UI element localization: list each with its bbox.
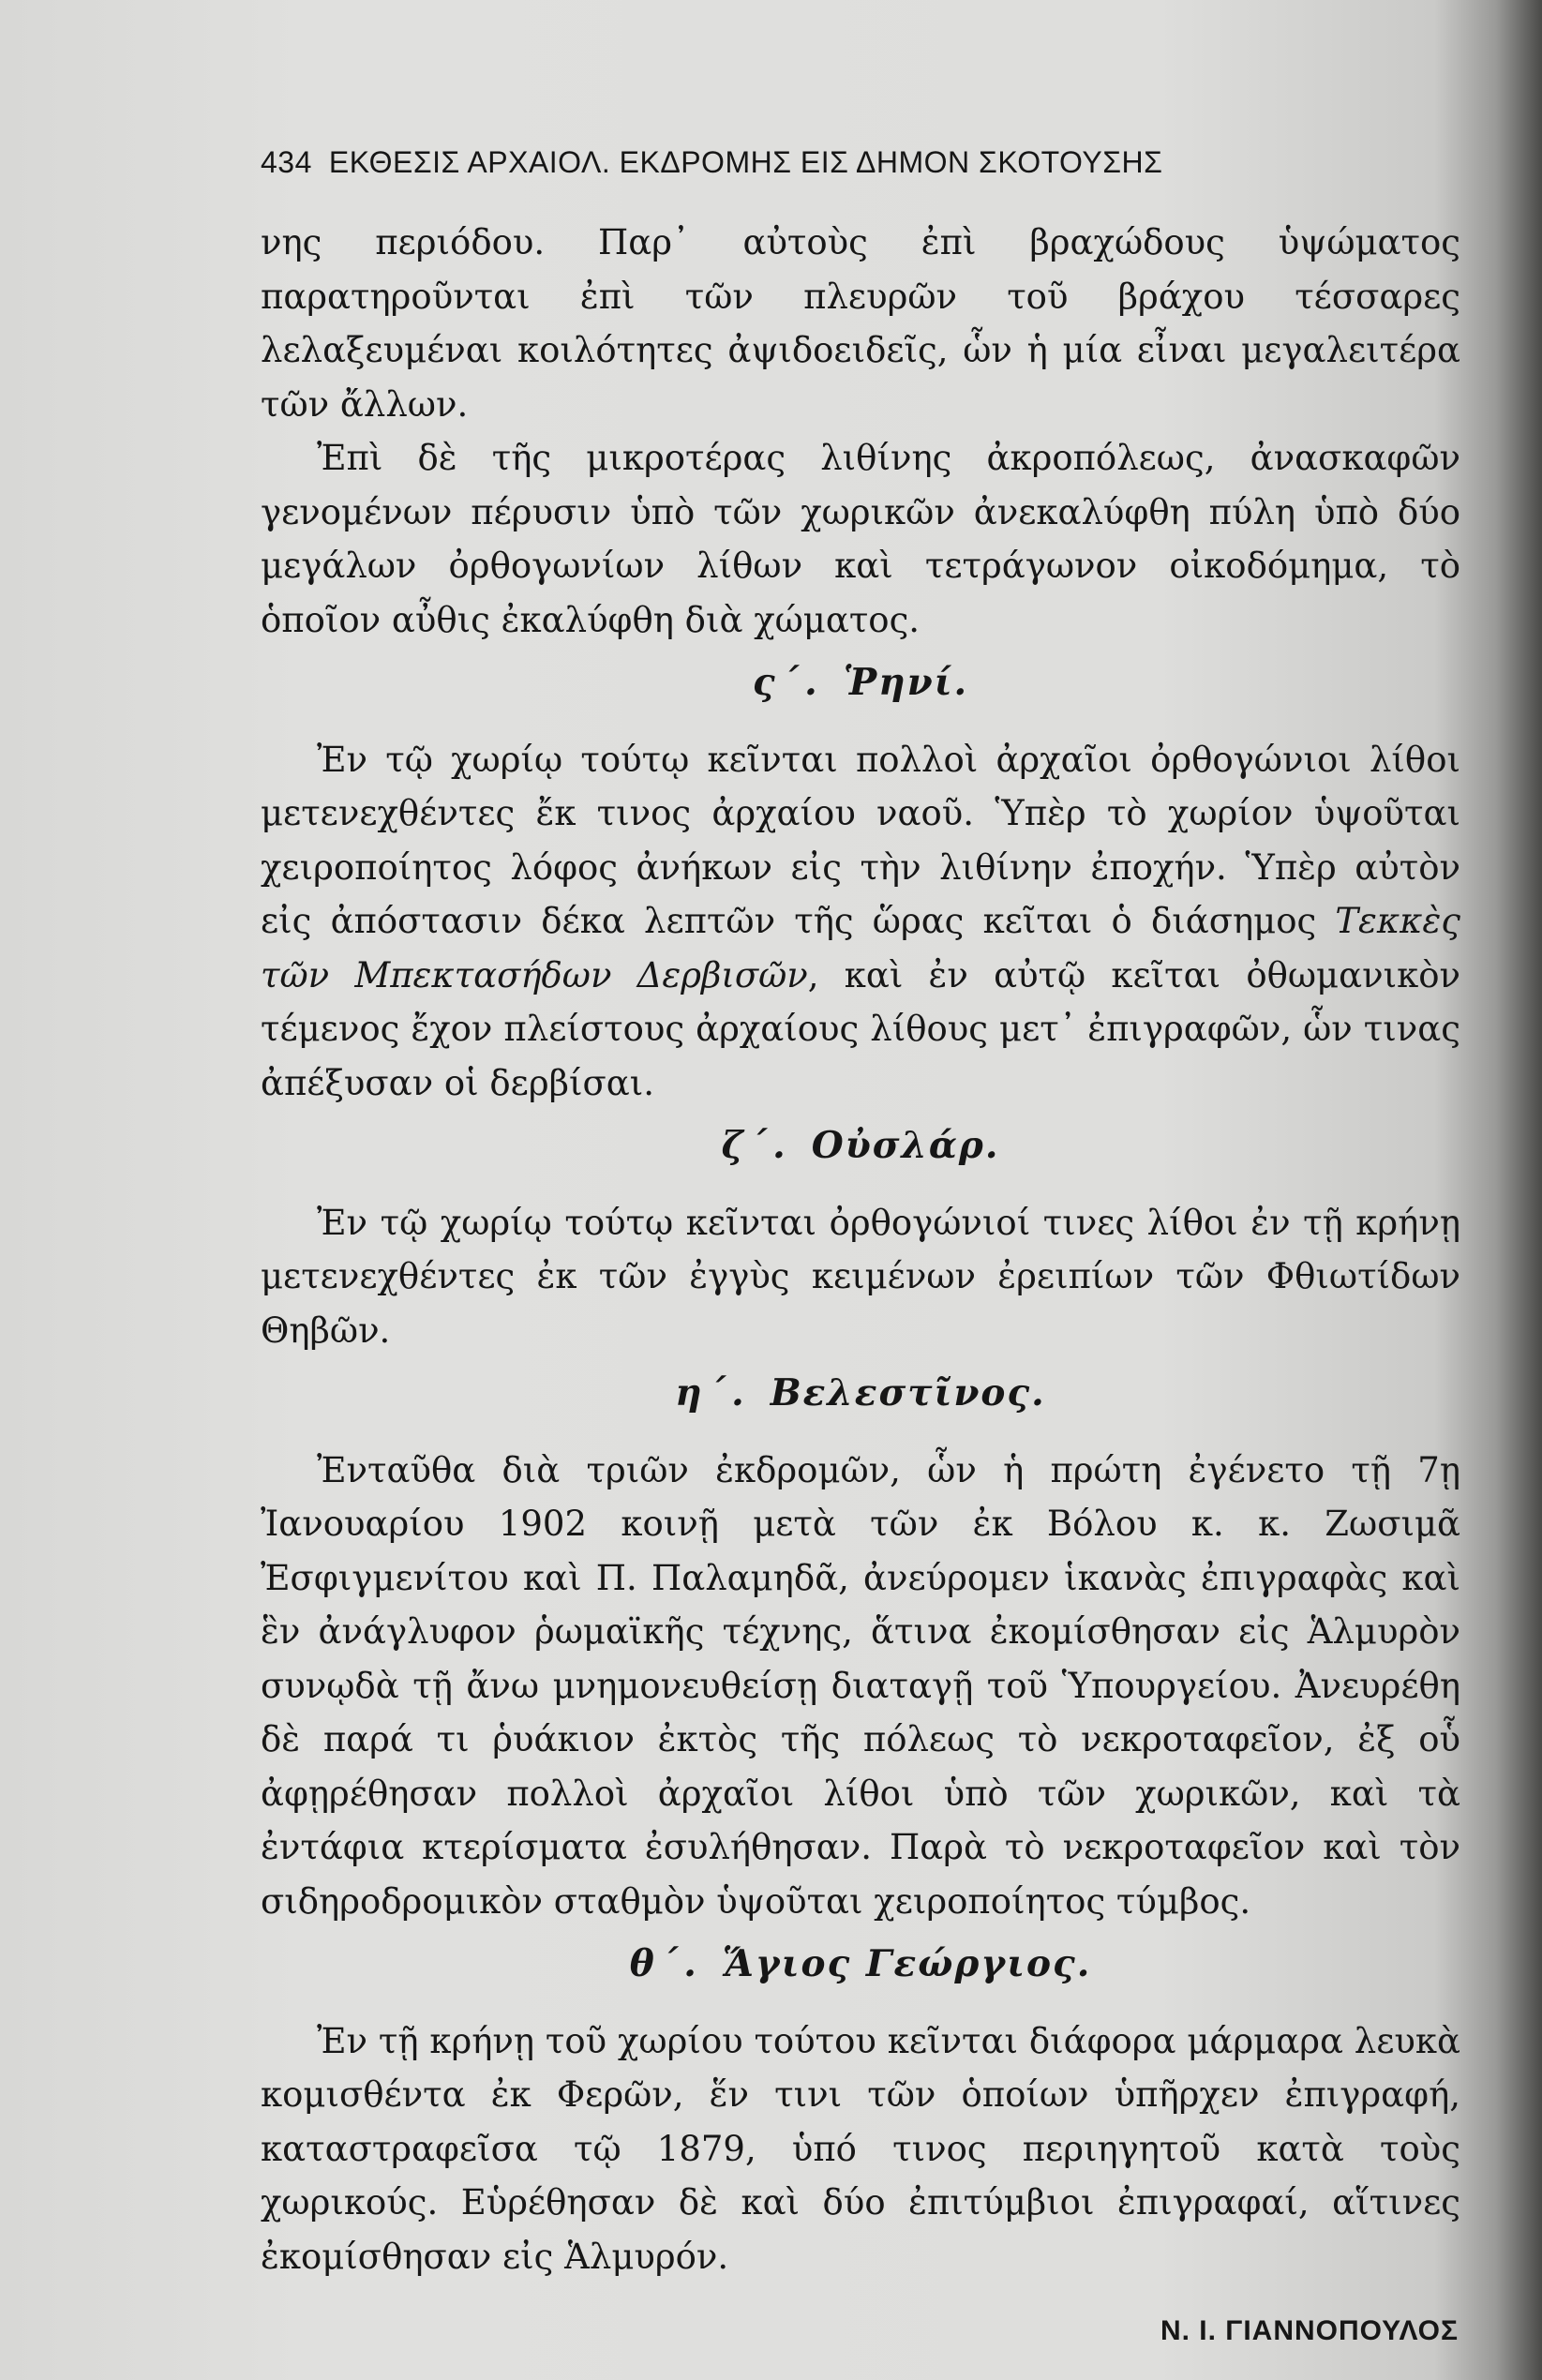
tekke-name: Τεκκὲς τῶν Μπεκτασήδων Δερβισῶν	[261, 901, 1460, 995]
section-heading-velestinos	[261, 1367, 1460, 1421]
paragraph-rini	[261, 733, 1460, 1111]
section-numeral: ζ΄.	[721, 1124, 791, 1167]
paragraph-agios-georgios: Ἐν τῇ κρήνῃ τοῦ χωρίου τούτου κεῖνται διάφορα μάρμαρα λευκὰ κομισθέντα ἐκ Φερῶν, ἕν τινι τῶν ὁποίων ὑπῆρχεν ἐπιγραφή, καταστραφεῖσα τῷ 1879, ὑπό τινος περιηγητοῦ κατὰ τοὺς χωρικούς. Εὑρέθησαν δὲ καὶ δύο ἐπιτύμβιοι ἐπιγραφαί, αἵτινες ἐκομίσθησαν εἰς Ἁλμυρόν.	[261, 2020, 1460, 2277]
article-body	[261, 216, 1460, 2358]
section-title: Βελεστῖνος.	[770, 1371, 1046, 1415]
author-signature: Ν. Ι. ΓΙΑΝΝΟΠΟΥΛΟΣ	[1160, 2315, 1459, 2346]
paragraph-acropolis: Ἐπὶ δὲ τῆς μικροτέρας λιθίνης ἀκροπόλεως, ἀνασκαφῶν γενομένων πέρυσιν ὑπὸ τῶν χωρικῶν ἀνεκαλύφθη πύλη ὑπὸ δύο μεγάλων ὀρθογωνίων λίθων καὶ τετράγωνον οἰκοδόμημα, τὸ ὁποῖον αὖθις ἐκαλύφθη διὰ χώματος.	[261, 438, 1460, 640]
section-title: Ἅγιος Γεώργιος.	[722, 1942, 1092, 1985]
section-title: Οὐσλάρ.	[811, 1124, 1000, 1167]
paragraph-velestinos: Ἐνταῦθα διὰ τριῶν ἐκδρομῶν, ὧν ἡ πρώτη ἐγένετο τῇ 7ῃ Ἰανουαρίου 1902 κοινῇ μετὰ τῶν ἐκ Βόλου κ. κ. Ζωσιμᾶ Ἐσφιγμενίτου καὶ Π. Παλαμηδᾶ, ἀνεύρομεν ἱκανὰς ἐπιγραφὰς καὶ ἓν ἀνάγλυφον ῥωμαϊκῆς τέχνης, ἅτινα ἐκομίσθησαν εἰς Ἁλμυρὸν συνῳδὰ τῇ ἄνω μνημονευθείσῃ διαταγῇ τοῦ Ὑπουργείου. Ἀνευρέθη δὲ παρά τι ῥυάκιον ἐκτὸς τῆς πόλεως τὸ νεκροταφεῖον, ἐξ οὗ ἀφῃρέθησαν πολλοὶ ἀρχαῖοι λίθοι ὑπὸ τῶν χωρικῶν, καὶ τὰ ἐντάφια κτερίσματα ἐσυλήθησαν. Παρὰ τὸ νεκροταφεῖον καὶ τὸν σιδηροδρομικὸν σταθμὸν ὑψοῦται χειροποίητος τύμβος.	[261, 1449, 1460, 1922]
section-numeral: η΄.	[675, 1371, 750, 1415]
section-heading-rini	[261, 656, 1460, 711]
paragraph-continuation: νης περιόδου. Παρ᾽ αὐτοὺς ἐπὶ βραχώδους ὑψώματος παρατηροῦνται ἐπὶ τῶν πλευρῶν τοῦ βράχου τέσσαρες λελαξευμέναι κοιλότητες ἀψιδοειδεῖς, ὧν ἡ μία εἶναι μεγαλειτέρα τῶν ἄλλων.	[261, 222, 1460, 425]
paragraph-text: , καὶ ἐν αὐτῷ κεῖται ὀθωμανικὸν τέμενος ἔχον πλείστους ἀρχαίους λίθους μετ᾽ ἐπιγραφῶν, ὧν τινας ἀπέξυσαν οἱ δερβίσαι.	[261, 954, 1460, 1103]
journal-page	[223, 112, 1460, 2346]
page-number: 434	[261, 145, 312, 179]
running-title: ΕΚΘΕΣΙΣ ΑΡΧΑΙΟΛ. ΕΚΔΡΟΜΗΣ ΕΙΣ ΔΗΜΟΝ ΣΚΟΤΟΥΣΗΣ	[328, 145, 1163, 179]
paragraph-text: Ἐν τῷ χωρίῳ τούτῳ κεῖνται πολλοὶ ἀρχαῖοι ὀρθογώνιοι λίθοι μετενεχθέντες ἔκ τινος ἀρχαίου ναοῦ. Ὑπὲρ τὸ χωρίον ὑψοῦται χειροποίητος λόφος ἀνήκων εἰς τὴν λιθίνην ἐποχήν. Ὑπὲρ αὐτὸν εἰς ἀπόστασιν δέκα λεπτῶν τῆς ὥρας κεῖται ὁ διάσημος	[261, 739, 1460, 941]
section-heading-agios-georgios	[261, 1938, 1460, 1992]
running-header	[261, 145, 1414, 180]
section-numeral: ς΄.	[752, 661, 823, 704]
section-heading-ouslar	[261, 1119, 1460, 1174]
section-title: Ῥηνί.	[843, 661, 969, 704]
section-numeral: θ΄.	[629, 1942, 702, 1985]
paragraph-ouslar: Ἐν τῷ χωρίῳ τούτῳ κεῖνται ὀρθογώνιοί τινες λίθοι ἐν τῇ κρήνῃ μετενεχθέντες ἐκ τῶν ἐγγὺς κειμένων ἐρειπίων τῶν Φθιωτίδων Θηβῶν.	[261, 1202, 1460, 1351]
